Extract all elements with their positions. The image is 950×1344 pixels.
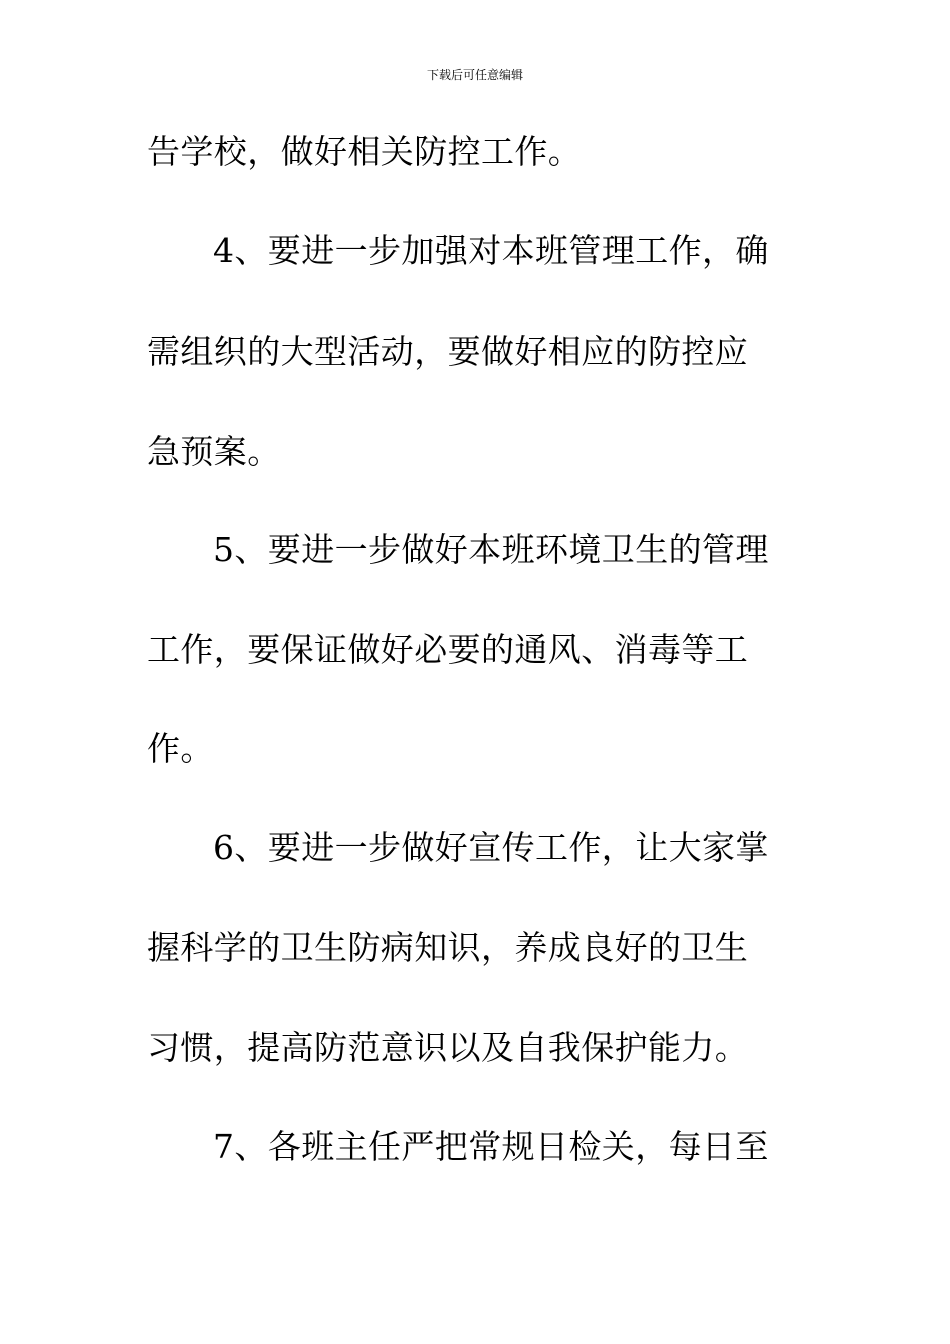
text-line: 握科学的卫生防病知识，养成良好的卫生 [147, 928, 749, 967]
text-line: 工作，要保证做好必要的通风、消毒等工 [147, 630, 749, 669]
text-line: 急预案。 [147, 432, 281, 471]
list-item-5-line: 5、要进一步做好本班环境卫生的管理 [213, 530, 769, 569]
list-item-7-line: 7、各班主任严把常规日检关，每日至 [213, 1127, 769, 1166]
text-line: 告学校，做好相关防控工作。 [147, 132, 582, 171]
text-line: 习惯，提高防范意识以及自我保护能力。 [147, 1028, 749, 1067]
text-line: 需组织的大型活动，要做好相应的防控应 [147, 332, 749, 371]
page-header-note: 下载后可任意编辑 [426, 68, 523, 82]
list-item-4-line: 4、要进一步加强对本班管理工作，确 [213, 231, 769, 270]
text-line: 作。 [147, 729, 214, 768]
list-item-6-line: 6、要进一步做好宣传工作，让大家掌 [213, 828, 769, 867]
